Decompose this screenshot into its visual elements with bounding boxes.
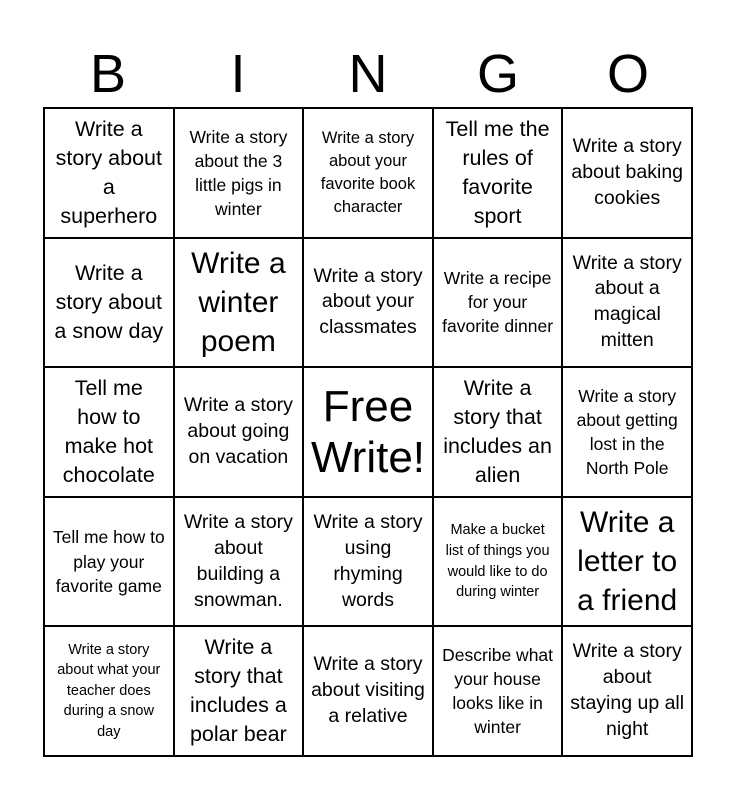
cell-text: Write a story about going on vacation: [183, 394, 293, 468]
cell-text: Write a story about a superhero: [55, 116, 162, 228]
bingo-cell-r5c5[interactable]: [562, 626, 692, 756]
bingo-cell-r5c1[interactable]: [44, 626, 174, 756]
bingo-cell-r1c1[interactable]: [44, 108, 174, 238]
bingo-cell-r4c4[interactable]: [433, 497, 563, 627]
bingo-cell-r1c2[interactable]: [174, 108, 304, 238]
cell-text: Write a story about your favorite book character: [320, 128, 416, 216]
bingo-cell-r4c2[interactable]: [174, 497, 304, 627]
cell-text: Write a story about building a snowman.: [183, 510, 293, 611]
cell-text: Write a story that includes a polar bear: [189, 635, 287, 747]
bingo-cell-r4c1[interactable]: [44, 497, 174, 627]
bingo-cell-free[interactable]: [303, 367, 433, 497]
cell-text: Write a story about a snow day: [54, 260, 164, 343]
cell-text: Write a story about what your teacher does during a snow day: [57, 641, 161, 741]
cell-text: Write a story about a magical mitten: [572, 251, 682, 352]
bingo-header: [43, 40, 693, 108]
cell-text: Tell me the rules of favorite sport: [445, 116, 550, 228]
bingo-cell-r2c2[interactable]: [174, 238, 304, 368]
bingo-cell-r3c5[interactable]: [562, 367, 692, 497]
cell-text: Write a story about baking cookies: [571, 134, 684, 209]
cell-text: Write a story about visiting a relative: [311, 653, 425, 728]
cell-text: Write a story using rhyming words: [313, 510, 423, 611]
header-letter-g: G: [476, 44, 519, 104]
cell-text: Write a story about the 3 little pigs in winter: [189, 126, 288, 219]
bingo-cell-r3c1[interactable]: [44, 367, 174, 497]
cell-text: Write a story that includes an alien: [443, 375, 552, 487]
bingo-cell-r1c3[interactable]: [303, 108, 433, 238]
header-letter-b: B: [89, 44, 127, 104]
cell-text: Make a bucket list of things you would like to do during winter: [445, 522, 550, 601]
cell-text: Write a story about your classmates: [313, 264, 423, 339]
bingo-board: [43, 107, 693, 757]
bingo-cell-r5c2[interactable]: [174, 626, 304, 756]
bingo-cell-r2c4[interactable]: [433, 238, 563, 368]
cell-text: Write a story about getting lost in the North Pole: [576, 385, 678, 479]
cell-text: Tell me how to play your favorite game: [52, 527, 165, 596]
bingo-cell-r3c2[interactable]: [174, 367, 304, 497]
cell-text: Write a winter poem: [191, 246, 286, 358]
bingo-cell-r2c5[interactable]: [562, 238, 692, 368]
bingo-cell-r4c5[interactable]: [562, 497, 692, 627]
bingo-cell-r5c3[interactable]: [303, 626, 433, 756]
bingo-cell-r2c1[interactable]: [44, 238, 174, 368]
cell-text: Write a letter to a friend: [577, 506, 678, 618]
cell-text: Free Write!: [310, 381, 426, 482]
header-letter-i: I: [230, 44, 246, 104]
bingo-cell-r4c3[interactable]: [303, 497, 433, 627]
bingo-cell-r3c4[interactable]: [433, 367, 563, 497]
bingo-cell-r5c4[interactable]: [433, 626, 563, 756]
bingo-cell-r1c5[interactable]: [562, 108, 692, 238]
cell-text: Tell me how to make hot chocolate: [62, 375, 155, 487]
header-letter-o: O: [606, 44, 649, 104]
bingo-cell-r2c3[interactable]: [303, 238, 433, 368]
bingo-cell-r1c4[interactable]: [433, 108, 563, 238]
cell-text: Describe what your house looks like in winter: [442, 644, 554, 738]
cell-text: Write a recipe for your favorite dinner: [442, 268, 554, 337]
cell-text: Write a story about staying up all night: [570, 640, 685, 741]
header-letter-n: N: [348, 44, 388, 104]
